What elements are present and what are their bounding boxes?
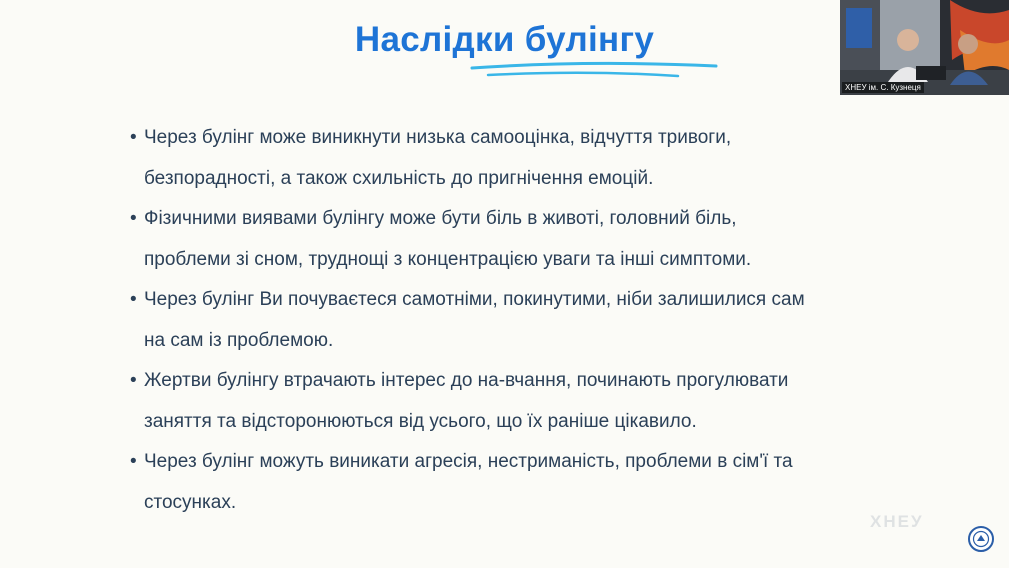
university-seal-icon bbox=[968, 526, 994, 552]
bullet-line: на сам із проблемою. bbox=[144, 329, 334, 351]
bullet-dot: • bbox=[130, 127, 137, 148]
bullet-dot: • bbox=[130, 451, 137, 472]
consequences-list bbox=[130, 118, 890, 523]
slide-title: Наслідки булінгу bbox=[354, 20, 655, 59]
webcam-caption: ХНЕУ ім. С. Кузнеця bbox=[842, 82, 924, 93]
bullet-line: безпорадності, а також схильність до пригнічення емоцій. bbox=[144, 167, 654, 189]
bullet-dot: • bbox=[130, 370, 137, 391]
title-underline-decoration bbox=[468, 58, 720, 84]
list-item bbox=[130, 118, 890, 199]
list-item bbox=[130, 442, 890, 523]
bullet-line: Через булінг може виникнути низька самооцінка, відчуття тривоги, bbox=[144, 127, 732, 148]
webcam-video-thumbnail[interactable] bbox=[840, 0, 1009, 95]
webcam-scene bbox=[840, 0, 1009, 95]
bullet-line: Жертви булінгу втрачають інтерес до на-вчання, починають прогулювати bbox=[144, 370, 789, 391]
bullet-line: заняття та відсторонюються від усього, що їх раніше цікавило. bbox=[144, 410, 697, 432]
bullet-line: Фізичними виявами булінгу може бути біль в животі, головний біль, bbox=[144, 208, 737, 229]
bullet-dot: • bbox=[130, 208, 137, 229]
list-item bbox=[130, 199, 890, 280]
bullet-line: Через булінг Ви почуваєтеся самотніми, покинутими, ніби залишилися сам bbox=[144, 289, 805, 310]
bullet-line: Через булінг можуть виникати агресія, нестриманість, проблеми в сім'ї та bbox=[144, 451, 793, 472]
bullet-line: проблеми зі сном, труднощі з концентрацією уваги та інші симптоми. bbox=[144, 248, 752, 270]
faded-watermark: ХНЕУ bbox=[870, 512, 924, 531]
bullet-line: стосунках. bbox=[144, 491, 237, 513]
bullet-dot: • bbox=[130, 289, 137, 310]
list-item bbox=[130, 361, 890, 442]
list-item bbox=[130, 280, 890, 361]
